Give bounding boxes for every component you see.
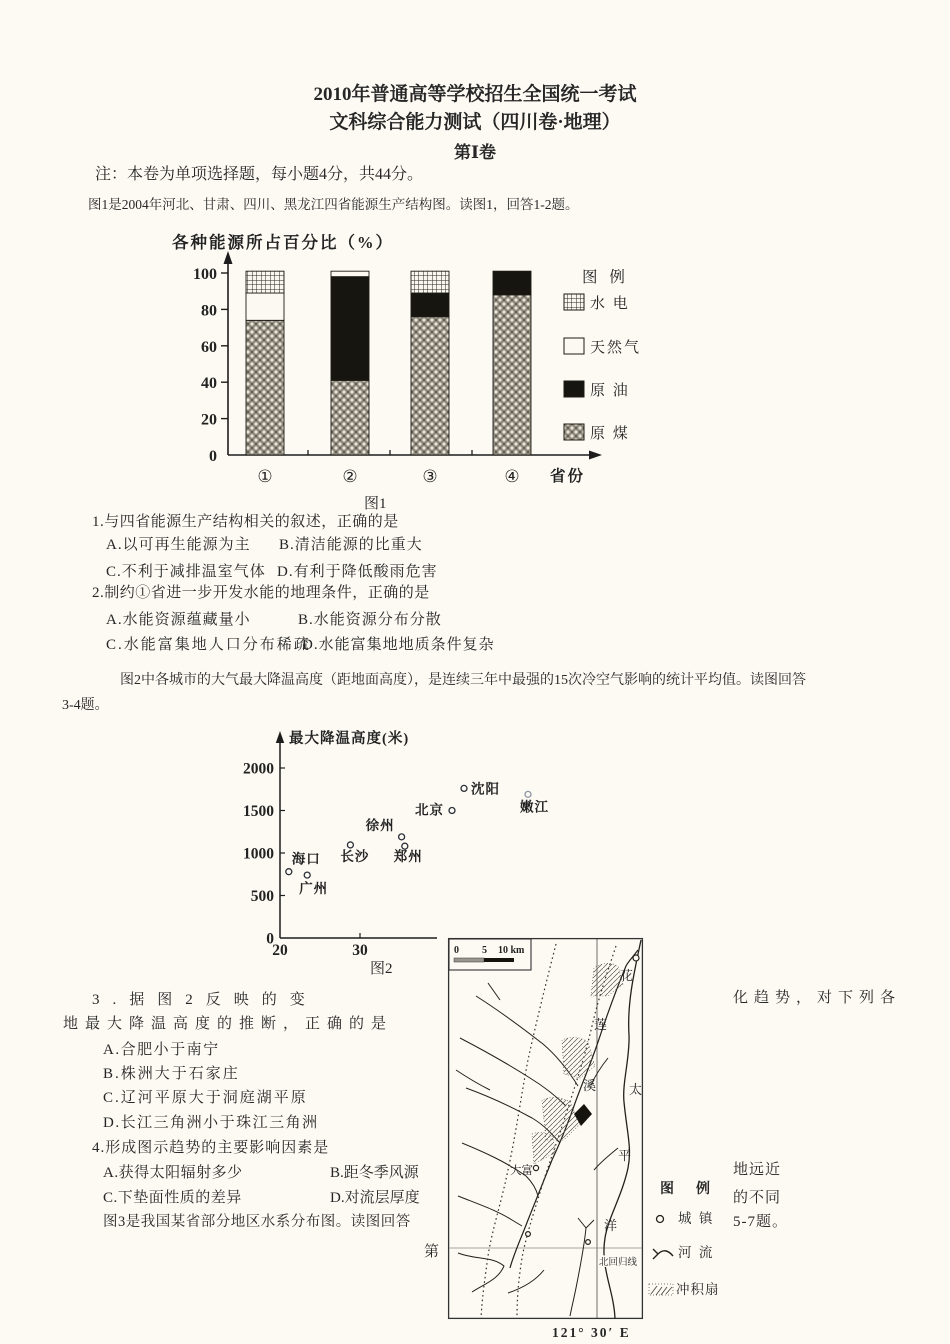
svg-text:80: 80 [201, 302, 217, 320]
stray-char: 第 [424, 1244, 440, 1260]
question-3-stem-line2: 地最大降温高度的推断，正确的是 [63, 1016, 394, 1032]
ocean-name-char2: 平 [618, 1148, 632, 1163]
svg-text:②: ② [342, 467, 358, 486]
svg-text:北京: 北京 [415, 802, 444, 818]
svg-text:图1: 图1 [364, 496, 387, 512]
svg-text:10 km: 10 km [498, 945, 525, 956]
ocean-name-char1: 太 [629, 1082, 643, 1097]
question-4-stem: 4.形成图示趋势的主要影响因素是 [92, 1140, 330, 1156]
svg-text:原 煤: 原 煤 [590, 426, 630, 442]
svg-text:100: 100 [193, 266, 217, 283]
svg-text:0: 0 [454, 945, 459, 956]
q3-option-c: C.辽河平原大于洞庭湖平原 [103, 1090, 308, 1106]
river-legend-icon [650, 1245, 676, 1261]
fan-legend-icon [648, 1282, 674, 1297]
main-river [510, 950, 638, 1268]
svg-text:60: 60 [201, 338, 217, 356]
exam-title: 2010年普通高等学校招生全国统一考试 [313, 84, 637, 105]
svg-text:郑州: 郑州 [393, 849, 423, 865]
svg-text:0: 0 [209, 448, 217, 465]
map-legend-fan: 冲积扇 [676, 1282, 720, 1297]
svg-text:20: 20 [201, 411, 217, 429]
q4-option-c: C.下垫面性质的差异 [103, 1190, 242, 1206]
svg-text:省份: 省份 [550, 468, 586, 485]
tropic-label: 北回归线 [599, 1258, 638, 1268]
svg-text:图2: 图2 [370, 961, 393, 977]
alluvial-fans [532, 963, 623, 1164]
meridian-label: 121° 30′ E [552, 1325, 631, 1340]
subject-title: 文科综合能力测试（四川卷·地理） [329, 112, 621, 133]
figure3-map [448, 938, 643, 1319]
question-2-stem: 2.制约①省进一步开发水能的地理条件，正确的是 [92, 585, 430, 601]
svg-text:各种能源所占百分比（%）: 各种能源所占百分比（%） [172, 233, 394, 252]
q1-option-d: D.有利于降低酸雨危害 [277, 564, 438, 580]
q1-option-b: B.清洁能源的比重大 [279, 537, 423, 553]
q4-option-a: A.获得太阳辐射多少 [103, 1165, 243, 1181]
svg-text:广州: 广州 [299, 881, 329, 897]
svg-text:徐州: 徐州 [365, 817, 395, 833]
svg-text:长沙: 长沙 [340, 848, 370, 864]
town-label-dafu: 大富 [510, 1165, 533, 1177]
figure3-intro-left: 图3是我国某省部分地区水系分布图。读图回答 [103, 1214, 411, 1230]
svg-text:2000: 2000 [243, 760, 274, 778]
map-scale-bar [449, 939, 531, 970]
figure3-intro-right: 5-7题。 [733, 1214, 788, 1230]
svg-text:最大降温高度(米): 最大降温高度(米) [289, 731, 410, 747]
q3-option-a: A.合肥小于南宁 [103, 1042, 220, 1058]
svg-text:沈阳: 沈阳 [471, 781, 500, 797]
note-line: 注：本卷为单项选择题，每小题4分，共44分。 [95, 166, 424, 183]
figure1-bar-chart [162, 226, 774, 516]
svg-text:①: ① [257, 467, 273, 486]
q2-option-c: C.水能富集地人口分布稀疏 [106, 637, 311, 653]
svg-text:嫩江: 嫩江 [520, 799, 549, 815]
question-3-stem-right: 化趋势，对下列各 [733, 990, 902, 1006]
q1-option-a: A.以可再生能源为主 [106, 537, 251, 553]
map-legend-river: 河 流 [678, 1245, 715, 1260]
svg-text:40: 40 [201, 375, 217, 393]
q1-option-c: C.不利于减排温室气体 [106, 564, 266, 580]
map-legend-title: 图 例 [660, 1182, 714, 1197]
svg-text:④: ④ [504, 467, 520, 486]
q3-option-d: D.长江三角洲小于珠江三角洲 [103, 1115, 319, 1131]
svg-text:20: 20 [272, 942, 288, 959]
svg-text:原 油: 原 油 [590, 383, 630, 399]
svg-text:1500: 1500 [243, 803, 274, 820]
figure2-intro-line2: 3-4题。 [62, 698, 109, 713]
river-name-char1: 花 [620, 968, 634, 983]
svg-text:0: 0 [266, 930, 274, 948]
q2-option-b: B.水能资源分布分散 [298, 612, 442, 628]
ocean-name-char3: 洋 [604, 1218, 618, 1233]
river-name-char2: 莲 [594, 1017, 608, 1032]
svg-text:500: 500 [250, 888, 274, 905]
svg-text:1000: 1000 [243, 845, 274, 863]
q2-option-d: D.水能富集地地质条件复杂 [302, 637, 495, 653]
svg-text:30: 30 [352, 942, 368, 959]
svg-text:5: 5 [482, 945, 487, 956]
question-3-stem-left: 3.据图2反映的变 [92, 992, 318, 1008]
figure2-intro-line1: 图2中各城市的大气最大降温高度（距地面高度），是连续三年中最强的15次冷空气影响的统计平均值。读图回答 [120, 673, 806, 688]
figure1-intro: 图1是2004年河北、甘肃、四川、黑龙江四省能源生产结构图。读图1，回答1-2题。 [88, 197, 579, 212]
svg-text:天然气: 天然气 [590, 340, 642, 356]
svg-text:水 电: 水 电 [590, 296, 630, 312]
question-1-stem: 1.与四省能源生产结构相关的叙述，正确的是 [92, 514, 399, 530]
town-legend-icon [652, 1212, 670, 1226]
q2-option-a: A.水能资源蕴藏量小 [106, 612, 251, 628]
q4-option-b-left: B.距冬季风源 [330, 1165, 419, 1181]
q4-option-d-right: 的不同 [733, 1190, 782, 1206]
svg-text:③: ③ [422, 467, 438, 486]
svg-text:海口: 海口 [291, 851, 321, 867]
q4-option-b-right: 地远近 [733, 1162, 782, 1178]
q3-option-b: B.株洲大于石家庄 [103, 1066, 240, 1082]
river-name-char3: 溪 [583, 1078, 597, 1093]
map-legend-town: 城 镇 [678, 1211, 715, 1226]
section-title: 第Ⅰ卷 [454, 143, 496, 162]
q4-option-d-left: D.对流层厚度 [330, 1190, 420, 1206]
svg-text:图 例: 图 例 [582, 269, 629, 286]
